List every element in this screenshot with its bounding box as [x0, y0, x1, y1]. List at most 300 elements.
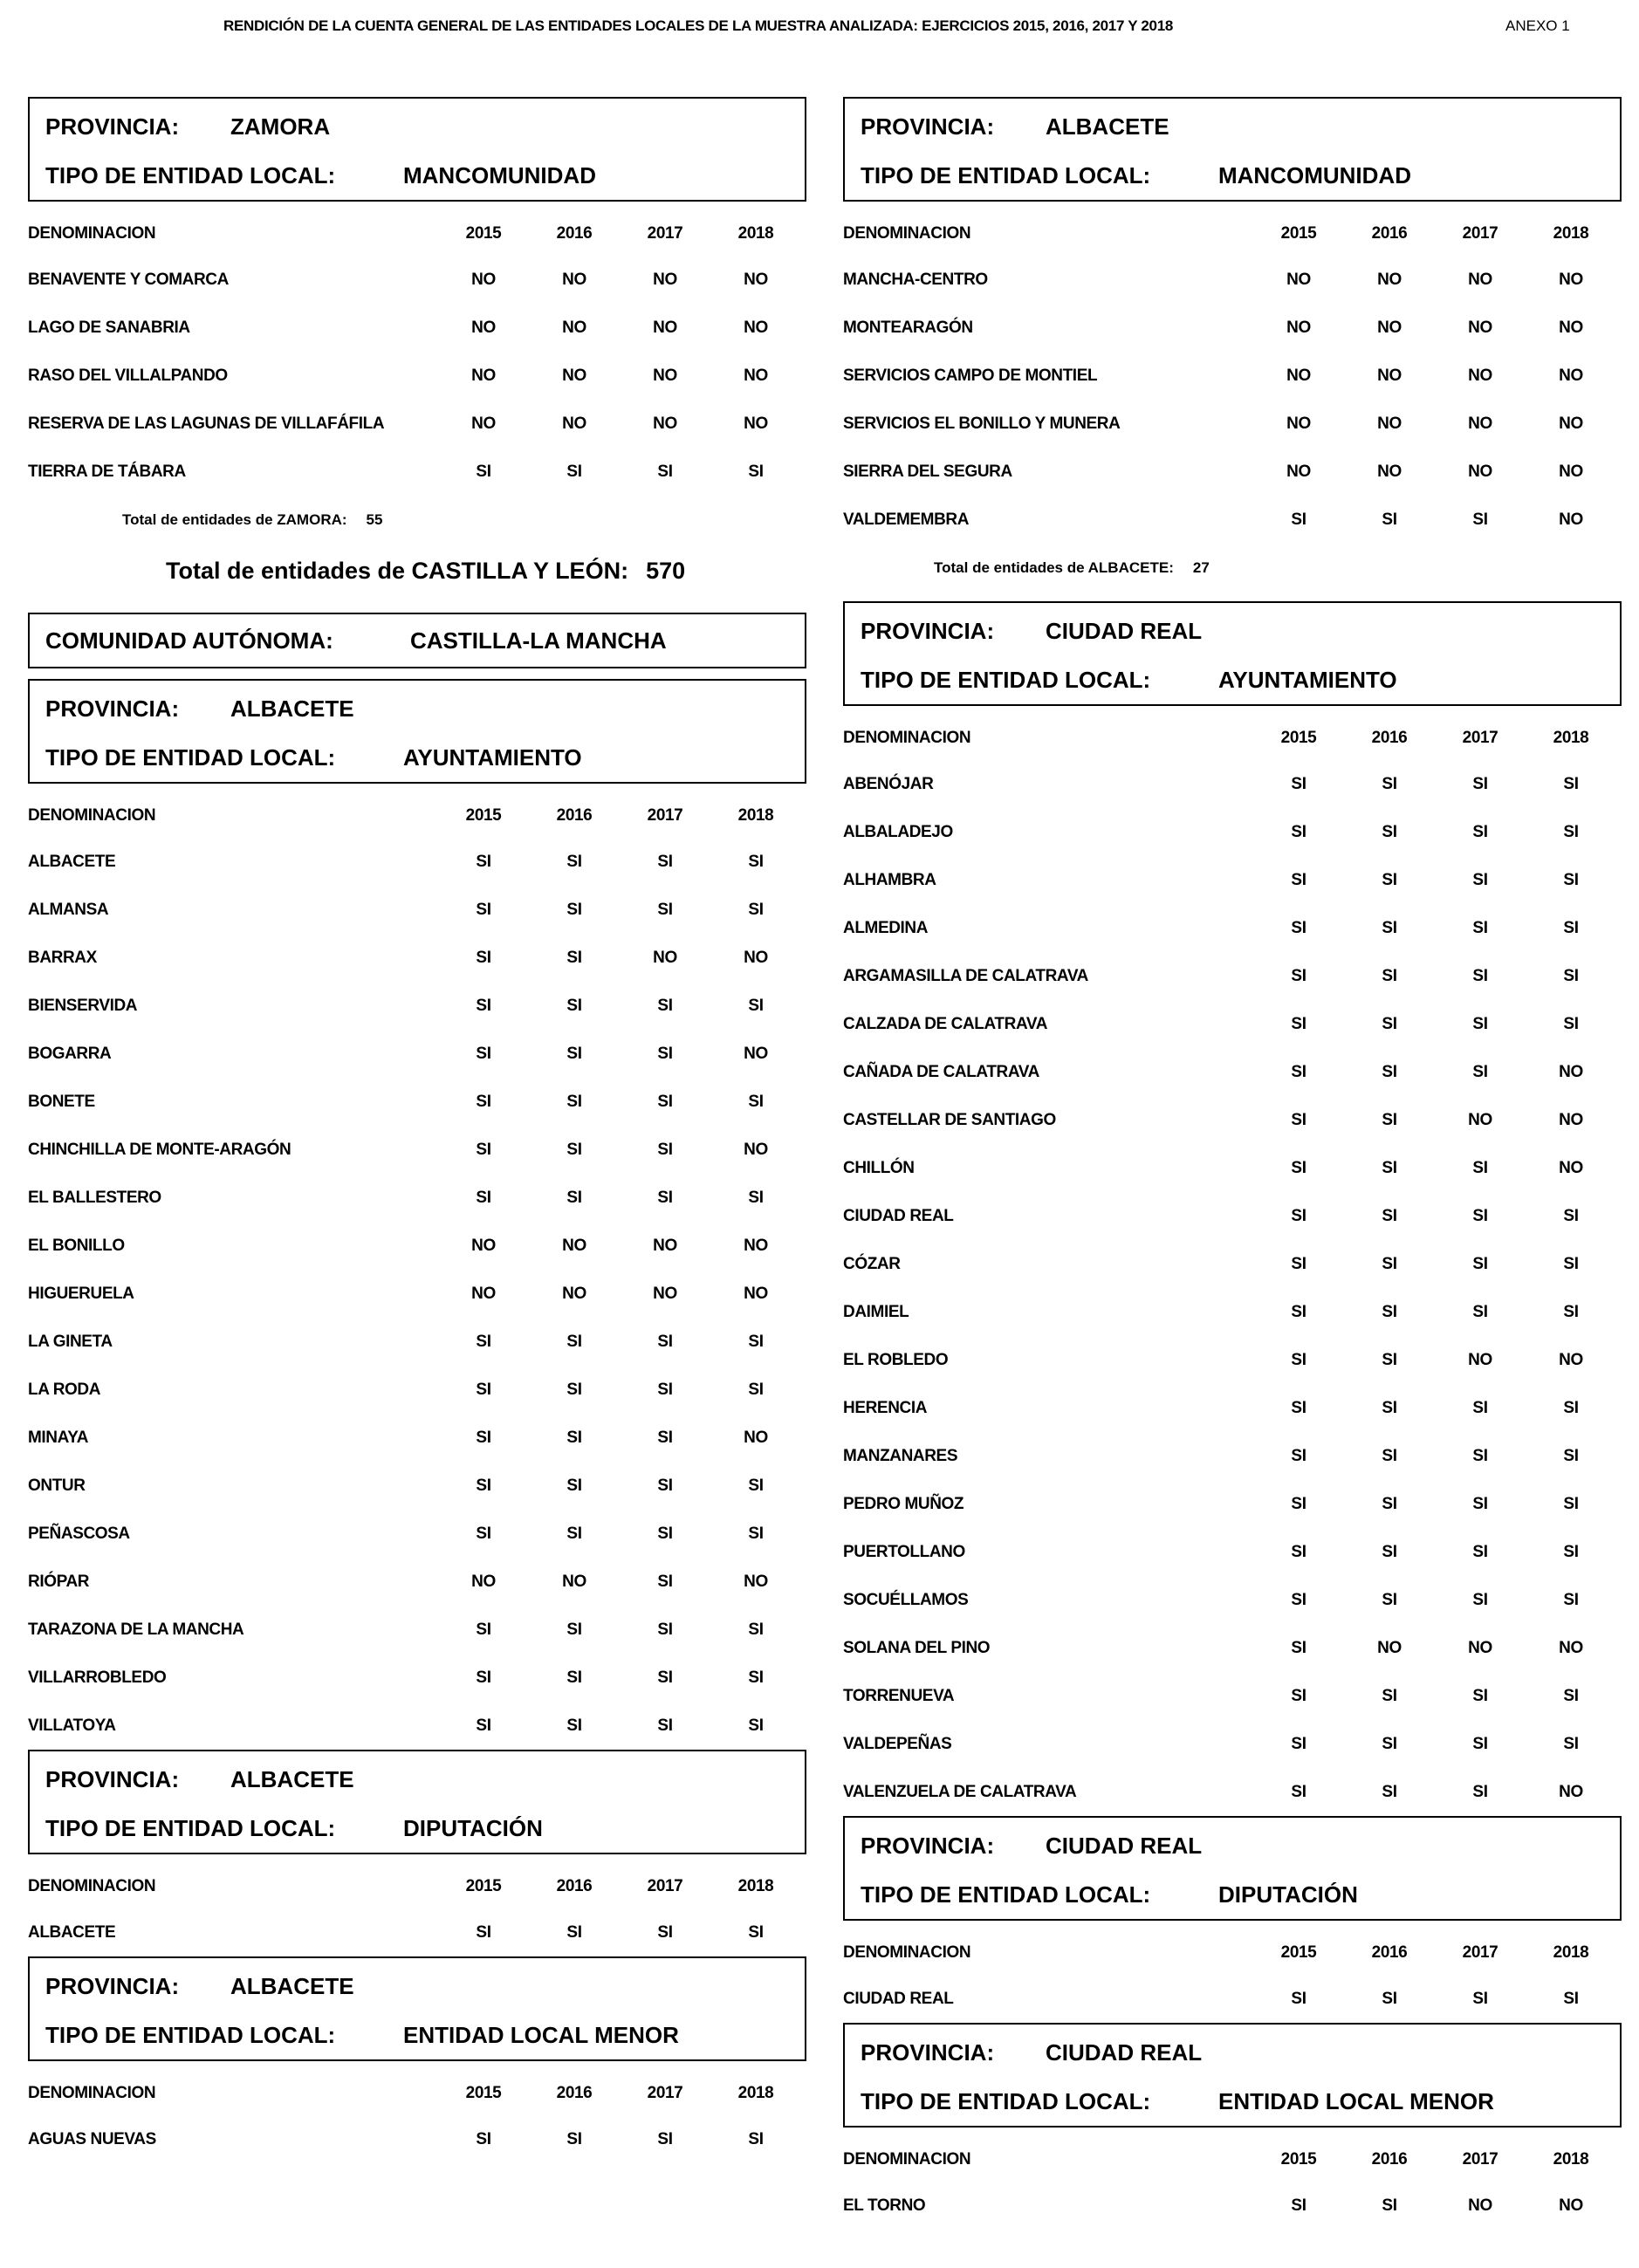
year-status-2015: SI	[1291, 1590, 1306, 1609]
year-status-2017: SI	[1472, 822, 1488, 841]
year-status-2017: NO	[653, 1236, 677, 1255]
entity-name: VALDEMEMBRA	[843, 510, 970, 529]
provincia-value: ALBACETE	[230, 1972, 354, 1999]
year-status-2017: SI	[1472, 1590, 1488, 1609]
entity-name: VALDEPEÑAS	[843, 1734, 952, 1753]
table-header-row	[28, 212, 806, 256]
column-header-denominacion: DENOMINACION	[28, 224, 156, 243]
year-status-2015: NO	[471, 1284, 496, 1303]
year-status-2015: NO	[471, 1236, 496, 1255]
year-status-2015: SI	[1291, 1158, 1306, 1177]
year-status-2018: NO	[744, 270, 768, 289]
year-status-2016: SI	[1382, 1542, 1397, 1561]
year-status-2018: NO	[744, 1284, 768, 1303]
table-row	[843, 760, 1622, 808]
table-row	[28, 400, 806, 448]
year-status-2016: NO	[1377, 414, 1402, 433]
provincia-label: PROVINCIA:	[45, 695, 180, 722]
year-status-2016: SI	[566, 1668, 582, 1687]
table-row	[843, 1336, 1622, 1384]
year-status-2015: SI	[1291, 966, 1306, 985]
year-status-2016: SI	[1382, 1734, 1397, 1753]
entity-name: HIGUERUELA	[28, 1284, 134, 1303]
table-row	[28, 1270, 806, 1318]
entity-name: EL BALLESTERO	[28, 1188, 161, 1207]
total-castilla-leon	[28, 545, 806, 597]
year-status-2015: NO	[1286, 270, 1311, 289]
year-status-2015: SI	[476, 1428, 491, 1447]
entity-name: CASTELLAR DE SANTIAGO	[843, 1110, 1056, 1129]
entity-name: MONTEARAGÓN	[843, 318, 973, 337]
year-status-2017: NO	[1468, 270, 1492, 289]
entity-name: BARRAX	[28, 948, 97, 967]
year-status-2016: SI	[566, 1620, 582, 1639]
year-status-2018: SI	[748, 1380, 764, 1399]
year-status-2017: SI	[657, 1476, 673, 1495]
table-row	[28, 1030, 806, 1078]
total-zamora-value: 55	[366, 511, 383, 528]
year-status-2017: SI	[657, 1572, 673, 1591]
table-row	[843, 1975, 1622, 2023]
year-status-2018: SI	[748, 1476, 764, 1495]
entity-name: BENAVENTE Y COMARCA	[28, 270, 229, 289]
year-status-2017: NO	[1468, 2196, 1492, 2215]
year-status-2015: SI	[476, 1044, 491, 1063]
year-status-2016: NO	[1377, 462, 1402, 481]
year-status-2015: SI	[1291, 2196, 1306, 2215]
year-status-2017: SI	[657, 1188, 673, 1207]
column-header-2015: 2015	[465, 806, 502, 825]
year-status-2015: SI	[1291, 1206, 1306, 1225]
provincia-label: PROVINCIA:	[861, 617, 995, 644]
column-header-2016: 2016	[556, 224, 593, 243]
provincia-value: CIUDAD REAL	[1046, 2038, 1203, 2066]
year-status-2015: SI	[1291, 1062, 1306, 1081]
annex-label: ANEXO 1	[1505, 17, 1570, 34]
year-status-2015: SI	[476, 2129, 491, 2148]
year-status-2015: SI	[1291, 1989, 1306, 2008]
year-status-2018: NO	[1559, 1350, 1583, 1369]
table-row	[843, 1240, 1622, 1288]
tipo-label: TIPO DE ENTIDAD LOCAL:	[861, 1881, 1151, 1908]
year-status-2016: SI	[566, 1428, 582, 1447]
year-status-2016: SI	[566, 1476, 582, 1495]
entity-name: CÓZAR	[843, 1254, 901, 1273]
table-row	[28, 838, 806, 886]
year-status-2015: NO	[471, 414, 496, 433]
table-row	[843, 856, 1622, 904]
provincia-label: PROVINCIA:	[861, 2038, 995, 2066]
column-header-denominacion: DENOMINACION	[28, 806, 156, 825]
year-status-2016: SI	[1382, 774, 1397, 793]
year-status-2017: SI	[657, 462, 673, 481]
provincia-value: ALBACETE	[230, 1765, 354, 1792]
table-header-row	[843, 2138, 1622, 2182]
year-status-2016: SI	[1382, 1398, 1397, 1417]
year-status-2017: SI	[1472, 1494, 1488, 1513]
section-header-albacete-ayuntamiento	[28, 679, 806, 784]
column-header-2016: 2016	[556, 1877, 593, 1895]
column-header-2016: 2016	[1371, 729, 1408, 747]
entity-name: ABENÓJAR	[843, 774, 934, 793]
entity-name: CHINCHILLA DE MONTE-ARAGÓN	[28, 1140, 291, 1159]
table-row	[843, 1672, 1622, 1720]
year-status-2016: SI	[566, 1140, 582, 1159]
year-status-2017: NO	[653, 270, 677, 289]
entity-name: SIERRA DEL SEGURA	[843, 462, 1012, 481]
year-status-2016: SI	[566, 948, 582, 967]
table-row	[843, 1624, 1622, 1672]
year-status-2018: SI	[1563, 822, 1579, 841]
year-status-2018: SI	[1563, 1398, 1579, 1417]
column-header-2015: 2015	[1280, 1943, 1317, 1962]
entity-name: LA GINETA	[28, 1332, 113, 1351]
tipo-value: MANCOMUNIDAD	[1218, 161, 1411, 188]
table-row	[843, 400, 1622, 448]
column-header-2015: 2015	[1280, 2150, 1317, 2169]
year-status-2018: SI	[1563, 918, 1579, 937]
entity-name: MANCHA-CENTRO	[843, 270, 988, 289]
year-status-2018: NO	[744, 1428, 768, 1447]
entity-name: ALMEDINA	[843, 918, 929, 937]
year-status-2016: SI	[1382, 1686, 1397, 1705]
column-header-2018: 2018	[737, 1877, 774, 1895]
year-status-2015: SI	[1291, 1782, 1306, 1801]
entity-name: RASO DEL VILLALPANDO	[28, 366, 228, 385]
year-status-2018: NO	[744, 414, 768, 433]
entity-name: CIUDAD REAL	[843, 1206, 954, 1225]
table-row	[28, 1908, 806, 1956]
year-status-2018: SI	[1563, 1254, 1579, 1273]
column-header-2016: 2016	[556, 806, 593, 825]
column-header-2016: 2016	[1371, 1943, 1408, 1962]
column-header-2015: 2015	[465, 2084, 502, 2102]
entity-name: VALENZUELA DE CALATRAVA	[843, 1782, 1077, 1801]
entity-name: EL ROBLEDO	[843, 1350, 949, 1369]
table-row	[28, 1702, 806, 1750]
year-status-2018: SI	[748, 900, 764, 919]
table-header-row	[28, 2072, 806, 2115]
entity-name: RESERVA DE LAS LAGUNAS DE VILLAFÁFILA	[28, 414, 385, 433]
table-row	[28, 256, 806, 304]
year-status-2015: SI	[476, 1716, 491, 1735]
entity-name: LA RODA	[28, 1380, 101, 1399]
table-row	[843, 304, 1622, 352]
year-status-2017: NO	[1468, 366, 1492, 385]
column-header-denominacion: DENOMINACION	[843, 1943, 971, 1962]
table-row	[28, 1510, 806, 1558]
column-header-2015: 2015	[465, 224, 502, 243]
year-status-2018: SI	[1563, 1206, 1579, 1225]
year-status-2018: SI	[1563, 1989, 1579, 2008]
year-status-2017: SI	[657, 1620, 673, 1639]
column-header-2016: 2016	[1371, 2150, 1408, 2169]
year-status-2017: NO	[653, 948, 677, 967]
entity-name: TIERRA DE TÁBARA	[28, 462, 186, 481]
tipo-label: TIPO DE ENTIDAD LOCAL:	[45, 2021, 336, 2048]
tipo-label: TIPO DE ENTIDAD LOCAL:	[45, 161, 336, 188]
year-status-2018: NO	[1559, 462, 1583, 481]
year-status-2015: SI	[476, 1188, 491, 1207]
year-status-2015: SI	[476, 1380, 491, 1399]
year-status-2016: NO	[1377, 366, 1402, 385]
year-status-2018: SI	[748, 1092, 764, 1111]
table-row	[843, 1720, 1622, 1768]
tipo-label: TIPO DE ENTIDAD LOCAL:	[45, 1814, 336, 1841]
year-status-2016: NO	[1377, 270, 1402, 289]
table-row	[843, 1000, 1622, 1048]
table-row	[843, 1048, 1622, 1096]
year-status-2016: SI	[566, 1044, 582, 1063]
section-header-ciudad-real-diputacion	[843, 1816, 1622, 1921]
year-status-2015: NO	[471, 1572, 496, 1591]
total-albacete	[843, 544, 1622, 593]
year-status-2018: NO	[744, 1236, 768, 1255]
table-row	[28, 1078, 806, 1126]
table-row	[28, 1318, 806, 1366]
year-status-2016: NO	[562, 1236, 586, 1255]
year-status-2016: SI	[1382, 1158, 1397, 1177]
entity-name: ONTUR	[28, 1476, 86, 1495]
provincia-label: PROVINCIA:	[45, 1972, 180, 1999]
entity-name: ALHAMBRA	[843, 870, 936, 889]
year-status-2018: NO	[1559, 1158, 1583, 1177]
year-status-2016: SI	[1382, 1350, 1397, 1369]
year-status-2016: SI	[566, 996, 582, 1015]
entity-name: ALMANSA	[28, 900, 109, 919]
year-status-2018: SI	[1563, 870, 1579, 889]
year-status-2017: SI	[1472, 966, 1488, 985]
year-status-2016: NO	[562, 1572, 586, 1591]
tipo-value: ENTIDAD LOCAL MENOR	[1218, 2087, 1494, 2114]
year-status-2018: NO	[744, 1140, 768, 1159]
year-status-2016: SI	[1382, 1206, 1397, 1225]
column-header-2018: 2018	[737, 806, 774, 825]
table-row	[843, 1192, 1622, 1240]
year-status-2015: SI	[1291, 1638, 1306, 1657]
year-status-2015: SI	[476, 462, 491, 481]
year-status-2017: SI	[657, 1428, 673, 1447]
entity-name: ALBALADEJO	[843, 822, 953, 841]
total-castilla-leon-value: 570	[646, 557, 686, 584]
year-status-2016: SI	[566, 1524, 582, 1543]
provincia-value: CIUDAD REAL	[1046, 617, 1203, 644]
table-row	[28, 1366, 806, 1414]
tipo-value: MANCOMUNIDAD	[403, 161, 596, 188]
table-row	[843, 1768, 1622, 1816]
year-status-2016: NO	[1377, 318, 1402, 337]
year-status-2018: SI	[748, 1524, 764, 1543]
total-zamora	[28, 496, 806, 545]
table-row	[843, 1144, 1622, 1192]
year-status-2015: SI	[476, 1140, 491, 1159]
entity-name: PEÑASCOSA	[28, 1524, 130, 1543]
tipo-label: TIPO DE ENTIDAD LOCAL:	[861, 161, 1151, 188]
year-status-2015: NO	[1286, 318, 1311, 337]
tipo-value: DIPUTACIÓN	[1218, 1881, 1358, 1908]
total-albacete-label: Total de entidades de ALBACETE:	[934, 559, 1174, 576]
year-status-2015: SI	[476, 900, 491, 919]
entity-name: MANZANARES	[843, 1446, 958, 1465]
table-row	[843, 904, 1622, 952]
year-status-2015: SI	[1291, 822, 1306, 841]
year-status-2016: SI	[566, 1092, 582, 1111]
table-row	[843, 2182, 1622, 2230]
year-status-2018: SI	[748, 462, 764, 481]
column-header-2015: 2015	[1280, 224, 1317, 243]
column-header-2016: 2016	[1371, 224, 1408, 243]
provincia-label: PROVINCIA:	[45, 1765, 180, 1792]
provincia-value: ZAMORA	[230, 113, 331, 140]
year-status-2015: SI	[1291, 774, 1306, 793]
column-header-2017: 2017	[1462, 2150, 1498, 2169]
entity-name: RIÓPAR	[28, 1572, 90, 1591]
column-header-2017: 2017	[1462, 224, 1498, 243]
table-row	[843, 952, 1622, 1000]
year-status-2015: SI	[476, 852, 491, 871]
year-status-2018: SI	[1563, 1494, 1579, 1513]
entity-name: BOGARRA	[28, 1044, 112, 1063]
year-status-2015: SI	[476, 1524, 491, 1543]
column-header-2017: 2017	[1462, 729, 1498, 747]
provincia-value: ALBACETE	[230, 695, 354, 722]
column-header-2017: 2017	[1462, 1943, 1498, 1962]
year-status-2015: SI	[476, 1922, 491, 1942]
column-header-2018: 2018	[737, 2084, 774, 2102]
tipo-value: ENTIDAD LOCAL MENOR	[403, 2021, 679, 2048]
year-status-2015: SI	[1291, 1350, 1306, 1369]
year-status-2016: SI	[1382, 510, 1397, 529]
year-status-2018: SI	[748, 852, 764, 871]
year-status-2015: SI	[476, 1476, 491, 1495]
year-status-2017: SI	[657, 1332, 673, 1351]
year-status-2016: SI	[566, 1188, 582, 1207]
entity-name: PEDRO MUÑOZ	[843, 1494, 964, 1513]
year-status-2015: SI	[476, 1620, 491, 1639]
year-status-2017: NO	[1468, 414, 1492, 433]
year-status-2016: NO	[562, 270, 586, 289]
year-status-2017: SI	[657, 1044, 673, 1063]
year-status-2016: SI	[1382, 1446, 1397, 1465]
table-row	[843, 256, 1622, 304]
entity-name: ARGAMASILLA DE CALATRAVA	[843, 966, 1089, 985]
table-row	[28, 352, 806, 400]
table-row	[843, 808, 1622, 856]
year-status-2018: NO	[1559, 1110, 1583, 1129]
year-status-2017: NO	[653, 366, 677, 385]
year-status-2016: SI	[1382, 1494, 1397, 1513]
year-status-2016: SI	[1382, 2196, 1397, 2215]
table-row	[843, 496, 1622, 544]
column-header-2018: 2018	[1553, 1943, 1589, 1962]
year-status-2015: SI	[1291, 1734, 1306, 1753]
year-status-2018: NO	[744, 948, 768, 967]
column-header-denominacion: DENOMINACION	[28, 1877, 156, 1895]
year-status-2017: SI	[657, 1524, 673, 1543]
entity-name: BONETE	[28, 1092, 95, 1111]
table-header-row	[843, 212, 1622, 256]
year-status-2017: SI	[1472, 1734, 1488, 1753]
year-status-2016: SI	[1382, 1782, 1397, 1801]
column-header-2018: 2018	[737, 224, 774, 243]
year-status-2015: SI	[476, 1668, 491, 1687]
year-status-2017: SI	[1472, 1014, 1488, 1033]
year-status-2017: SI	[657, 1140, 673, 1159]
year-status-2016: SI	[1382, 1590, 1397, 1609]
table-header-row	[28, 794, 806, 838]
column-header-2018: 2018	[1553, 2150, 1589, 2169]
year-status-2018: SI	[748, 2129, 764, 2148]
year-status-2015: SI	[1291, 1398, 1306, 1417]
year-status-2017: SI	[1472, 774, 1488, 793]
year-status-2015: SI	[1291, 1542, 1306, 1561]
year-status-2015: SI	[476, 996, 491, 1015]
section-header-albacete-elm	[28, 1956, 806, 2061]
year-status-2017: SI	[1472, 918, 1488, 937]
year-status-2016: SI	[566, 2129, 582, 2148]
year-status-2018: NO	[1559, 270, 1583, 289]
entity-name: TARAZONA DE LA MANCHA	[28, 1620, 244, 1639]
year-status-2017: SI	[657, 2129, 673, 2148]
column-header-2018: 2018	[1553, 224, 1589, 243]
year-status-2015: SI	[1291, 1254, 1306, 1273]
year-status-2017: SI	[657, 1922, 673, 1942]
total-albacete-value: 27	[1192, 559, 1210, 576]
year-status-2016: SI	[1382, 1110, 1397, 1129]
section-header-albacete-mancomunidad	[843, 97, 1622, 202]
table-row	[28, 1222, 806, 1270]
table-row	[28, 1126, 806, 1174]
left-column	[28, 97, 806, 2163]
table-row	[843, 1096, 1622, 1144]
entity-name: PUERTOLLANO	[843, 1542, 965, 1561]
column-header-2017: 2017	[647, 224, 683, 243]
year-status-2017: SI	[1472, 870, 1488, 889]
table-ciudad-real-elm	[843, 2138, 1622, 2230]
entity-name: ALBACETE	[28, 852, 116, 871]
entity-name: SERVICIOS EL BONILLO Y MUNERA	[843, 414, 1121, 433]
year-status-2015: SI	[1291, 1494, 1306, 1513]
year-status-2017: NO	[653, 318, 677, 337]
entity-name: TORRENUEVA	[843, 1686, 955, 1705]
year-status-2018: SI	[748, 1188, 764, 1207]
year-status-2015: NO	[471, 270, 496, 289]
column-header-2017: 2017	[647, 1877, 683, 1895]
year-status-2015: SI	[476, 1332, 491, 1351]
provincia-label: PROVINCIA:	[861, 113, 995, 140]
provincia-label: PROVINCIA:	[861, 1832, 995, 1859]
table-row	[28, 1558, 806, 1606]
entity-name: HERENCIA	[843, 1398, 928, 1417]
provincia-label: PROVINCIA:	[45, 113, 180, 140]
year-status-2018: SI	[748, 1668, 764, 1687]
table-albacete-mancomunidad	[843, 212, 1622, 544]
year-status-2018: SI	[1563, 1542, 1579, 1561]
year-status-2018: NO	[1559, 318, 1583, 337]
year-status-2017: NO	[1468, 318, 1492, 337]
year-status-2017: SI	[657, 852, 673, 871]
table-row	[28, 1462, 806, 1510]
entity-name: SOCUÉLLAMOS	[843, 1590, 969, 1609]
table-ciudad-real-diputacion	[843, 1931, 1622, 2023]
year-status-2018: SI	[1563, 966, 1579, 985]
tipo-label: TIPO DE ENTIDAD LOCAL:	[45, 743, 336, 771]
year-status-2015: NO	[1286, 414, 1311, 433]
entity-name: CHILLÓN	[843, 1158, 915, 1177]
right-column	[843, 97, 1622, 2230]
table-row	[843, 352, 1622, 400]
year-status-2018: NO	[744, 1044, 768, 1063]
